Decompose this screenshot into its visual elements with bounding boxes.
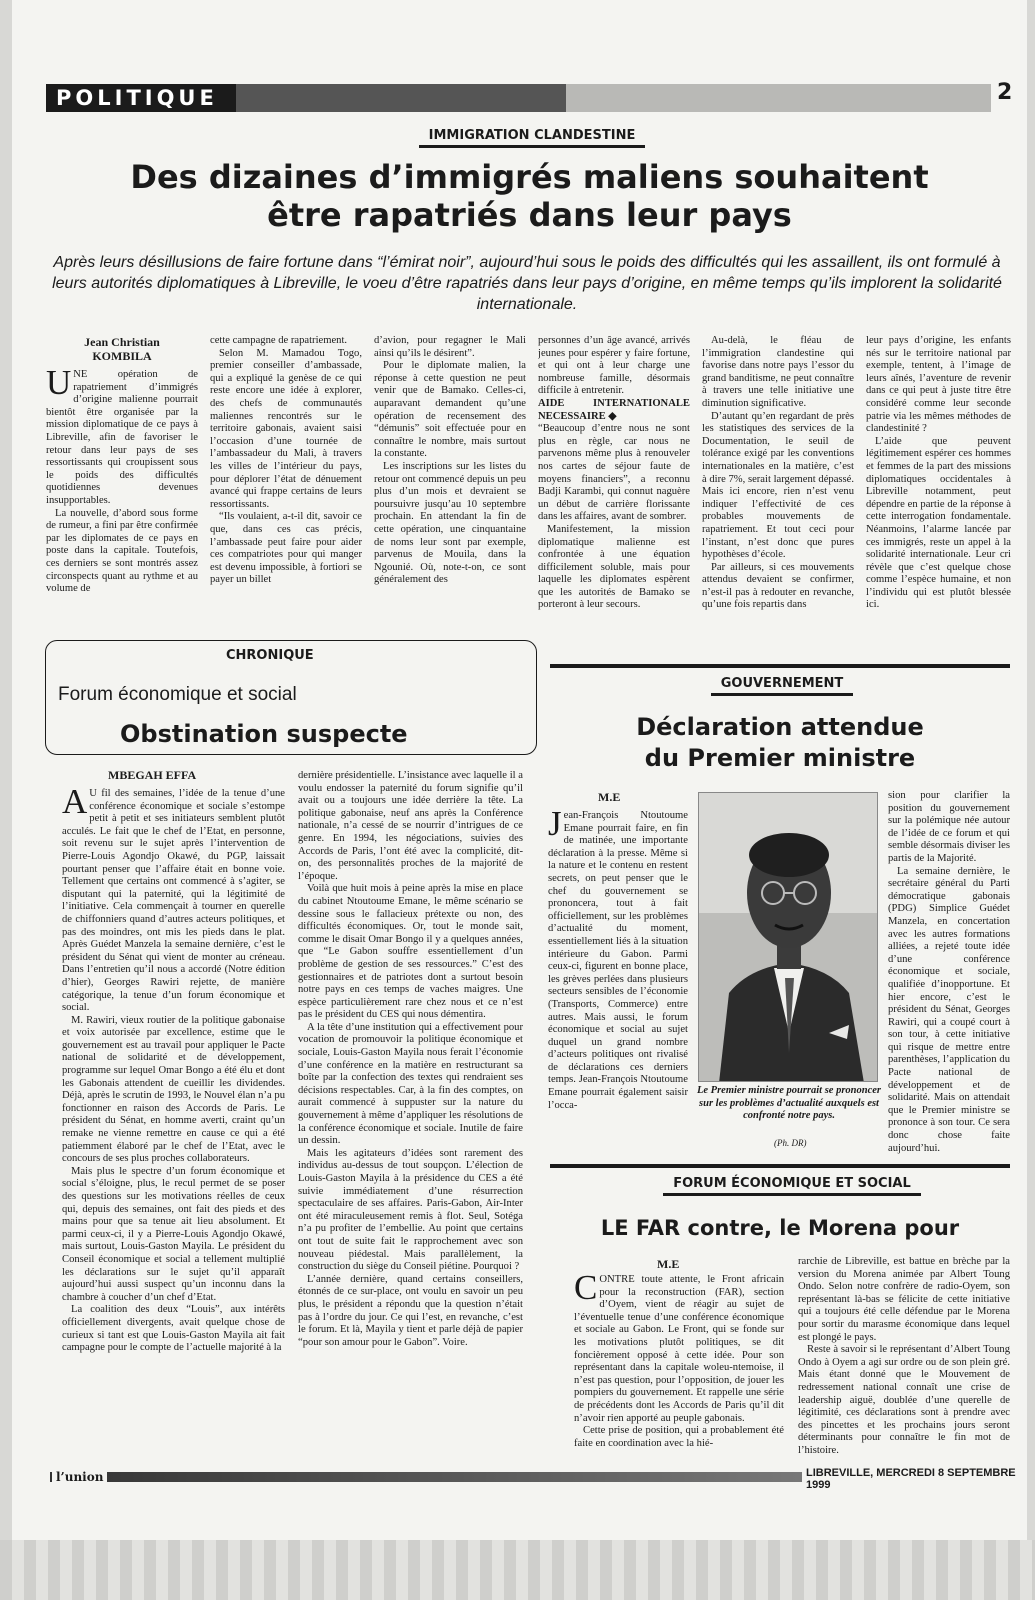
- lead-headline: [72, 158, 987, 234]
- lead-paragraph: “Ils voulaient, a-t-il dit, savoir ce que, dans ces cas précis, l’ambassade peut faire pour aider ces compatriotes pour qui manger est devenu impossible, à fortiori se payer un billet: [210, 511, 362, 586]
- forum-paragraph: CONTRE toute attente, le Front africain pour la reconstruction (FAR), section d’Oyem, vient de réagir au sujet de l’éventuelle tenue d’une conférence économique et sociale au Gabon. Le Front, qui se fonde sur les motivations plutôt politiques, se dit foncièrement opposé à cette idée. Pour son représentant dans la capitale woleu-ntemoise, il n’est pas question, pour l’opposition, de jouer les pompiers du gouvernement. Et rappelle une série de précédents dont les Accords de Paris qu’il dit n’avoir rien apporté au peuple gabonais.: [574, 1274, 784, 1424]
- forum-paragraph: rarchie de Libreville, est battue en brèche par la version du Morena animée par Albert Toung Ondo. Selon notre confrère de radio-Oyem, son représentant là-bas se félicite de cette initiative qui a toujours été celle défendue par le Morena pour sortir du marasme économique dans lequel est plongé le pays.: [798, 1256, 1010, 1343]
- lead-paragraph: Manifestement, la mission diplomatique malienne est confrontée à une équation difficilement soluble, mais pour laquelle les diplomates espèrent que les autorités de Bamako se porteront à leur secours.: [538, 523, 690, 611]
- forum-column-2: [798, 1256, 1010, 1460]
- lead-author-first: Jean Christian: [84, 335, 160, 349]
- forum-headline: LE FAR contre, le Morena pour: [600, 1216, 960, 1240]
- gouvernement-author: M.E: [598, 790, 621, 804]
- chronique-headline: Obstination suspecte: [120, 720, 408, 748]
- gouvernement-paragraph: La semaine dernière, le secrétaire général du Parti démocratique gabonais (PDG) Simplice Guédet Manzela, en concertation avec les autres formations alliées, a rejeté toute idée d’une conférence économique et sociale, qualifiée d’inopportune. Et hier encore, c’est le président du Sénat, Georges Rawiri, qui a coupé court à son tour, à cette initiative qui risque de mettre entre parenthèses, l’application du Pacte national de développement et de solidarité. Mais on attendait que le Premier ministre se prononce à son tour. Ce sera donc chose faite aujourd’hui.: [888, 865, 1010, 1154]
- chronique-tag: CHRONIQUE: [222, 648, 318, 663]
- forum-author: M.E: [657, 1257, 680, 1271]
- section-rule: [550, 664, 1010, 668]
- lead-paragraph: UNE opération de rapatriement d’immigrés d’origine malienne pourrait bientôt être organisée par la mission diplomatique de ce pays à Libreville, afin de favoriser le retour dans leur pays de ses ressortissants qui croupissent sous le poids des difficultés quotidiennes devenues insupportables.: [46, 363, 198, 506]
- chronique-paragraph: dernière présidentielle. L’insistance avec laquelle il a voulu endosser la paternité du forum signifie qu’il avait ou a toujours une idée derrière la tête. La politique gabonaise, neuf ans après la Conférence nationale, n’a cessé de se nourrir d’intrigues de ce genre. En 1994, les négociations, suivies des Accords de Paris, l’ont été avec la complicité, dit-on, des personnalités proches de la majorité de l’époque.: [298, 770, 523, 882]
- lead-paragraph: Par ailleurs, si ces mouvements attendus devaient se confirmer, n’est-il pas à redouter en revanche, qu’une fois repartis dans: [702, 561, 854, 611]
- lead-paragraph: cette campagne de rapatriement.: [210, 335, 348, 346]
- forum-paragraph: Reste à savoir si le représentant d’Albert Toung Ondo à Oyem a agi sur ordre ou de son plein gré. Mais étant donné que le Mouvement de redressement national connaît une crise de leadership aiguë, doublée d’une querelle de légitimité, ces déclarations sont à prendre avec des pincettes et les prochains jours seront déterminants pour connaître le fin mot de l’histoire.: [798, 1344, 1010, 1456]
- lead-paragraph: “Beaucoup d’entre nous ne sont plus en règle, car nous ne parvenons même plus à renouveler nos cartes de séjour faute de moyens financiers”, a reconnu Badji Karambi, qui connut naguère un début de carrière florissante dans les affaires, avant de sombrer.: [538, 423, 690, 523]
- chronique-column-1: [62, 788, 285, 1454]
- forum-kicker: FORUM ÉCONOMIQUE ET SOCIAL: [652, 1176, 932, 1196]
- chronique-paragraph: La coalition des deux “Louis”, aux intérêts officiellement divergents, avait quelque chose de curieux si tant est que Louis-Gaston Mayila ait fait campagne pour le compte de l’actuelle majorité à la: [62, 1304, 285, 1354]
- lead-paragraph: Pour le diplomate malien, la réponse à cette question ne peut venir que de Bamako. Celles-ci, auparavant demandent qu’une opération de recensement des “démunis” soit effectuée pour en connaître le nombre, mais surtout la constante.: [374, 360, 526, 460]
- issue-date: LIBREVILLE, MERCREDI 8 SEPTEMBRE 1999: [802, 1467, 1027, 1491]
- chronique-paragraph: L’année dernière, quand certains conseillers, étonnés de ce sur-place, ont voulu en savoir un peu plus, le président a répondu que la question n’était pas à l’ordre du jour. Ce qui l’est, en revanche, c’est le forum. Et là, Mayila y tient et parle déjà de papier “pour son amour pour le Gabon”. Voire.: [298, 1273, 523, 1348]
- lead-kicker: IMMIGRATION CLANDESTINE: [332, 128, 732, 148]
- gouvernement-column-1: [548, 790, 688, 1164]
- gouvernement-kicker: GOUVERNEMENT: [692, 676, 872, 696]
- drop-cap: U: [46, 363, 72, 402]
- lead-column-1: [46, 335, 198, 631]
- photo-caption: Le Premier ministre pourrait se prononcer sur les problèmes d’actualité auxquels est confronté notre pays.: [696, 1085, 882, 1121]
- lead-headline-line1: Des dizaines d’immigrés maliens souhaitent: [130, 158, 929, 196]
- lead-column-5: [702, 335, 854, 631]
- lead-subheading: AIDE INTERNATIONALE NECESSAIRE ◆: [538, 397, 690, 422]
- newspaper-page: [12, 0, 1027, 1540]
- lead-paragraph: L’aide que peuvent légitimement espérer ces hommes et femmes de la part des missions diplomatiques occidentales à Libreville notamment, peut dépendre en partie de la réponse à cette interrogation fondamentale. Néanmoins, l’alarme lancée par ces immigrés, reste un appel à la solidarité internationale. Leur cri révèle que c’est quelque chose comme l’espèce humaine, et non l’individu qui est plutôt blessée ici.: [866, 435, 1011, 611]
- lead-paragraph: Les inscriptions sur les listes du retour ont commencé depuis un peu plus d’un mois et devraient se poursuivre jusqu’au 10 septembre prochain. En attendant la fin de cette opération, une cinquantaine de noms leur sont par exemple, parvenus de Mouila, dans la Ngounié. Où, note-t-on, ce sont généralement des: [374, 460, 526, 586]
- background-strip: [0, 1540, 1035, 1600]
- lead-author-last: KOMBILA: [92, 349, 152, 363]
- lead-column-4: [538, 335, 690, 631]
- chronique-paragraph: A U fil des semaines, l’idée de la tenue d’une conférence économique et sociale s’estompe petit à petit et ses initiateurs semblent plutôt acculés. Le fait que le chef de l’Etat, en personne, soit revenu sur le sujet après l’intervention de Pierre-Louis Agondjo Okawé, du PGP, laissait pourtant penser que l’affaire était en bonne voie. Tellement que certains ont commencé à s’agiter, se disputant qui la paternité, qui la légitimité de l’initiative. Cela commençait à tourner en querelle de chiffonniers quand d’autres acteurs politiques, et pas des moindres, ont mis les pieds dans le plat. Après Guédet Manzela la semaine dernière, c’est le président du Sénat qui vient de monter au créneau. Dans l’entretien qu’il nous a accordé (Notre édition d’hier), Georges Rawiri rejette, de manière catégorique, la tenue d’un forum économique et social.: [62, 788, 285, 1014]
- chronique-paragraph: Voilà que huit mois à peine après la mise en place du cabinet Ntoutoume Emane, le même scénario se dessine sous le fallacieux prétexte ou non, des difficultés économiques. Or, tout le monde sait, comme le disait Omar Bongo il y a quelques années, que “Le Gabon souffre essentiellement d’un problème de gestion de ses ressources.” C’est des gestionnaires et de patriotes dont a surtout besoin notre pays en ces temps de vaches maigres. Une espèce particulièrement rare chez nous et ce n’est pas le président du CES qui nous démentira.: [298, 883, 523, 1021]
- lead-paragraph: D’autant qu’en regardant de près les statistiques des services de la Documentation, le seuil de tolérance exigé par les conventions internationales en la matière, c’est à dire 7%, serait largement dépassé. Mais ici encore, rien n’est venu indiquer l’effectivité de ces probables mouvements de rapatriement. Et tout ceci pour l’instant, n’est donc que pures hypothèses d’école.: [702, 410, 854, 561]
- gouvernement-column-2: [888, 790, 1010, 1164]
- lead-paragraph: La nouvelle, d’abord sous forme de rumeur, a fini par être confirmée par les diplomates de ce pays en poste dans la capitale. Toutefois, ces derniers se sont montrés assez circonspects quant au rythme et au volume de: [46, 507, 198, 595]
- section-rule: [550, 1164, 1010, 1168]
- chronique-paragraph: Mais plus le spectre d’un forum économique et social s’éloigne, plus, le recul permet de se poser des questions sur les motivations réelles de ceux qui, depuis des semaines, ont fait des pieds et des mains pour que sa tenue ait lieu absolument. Et parmi ceux-ci, il y a Pierre-Louis Agondjo Okawé, mais surtout, Louis-Gaston Mayila. Le président du Conseil économique et social a tellement multiplié les déclarations sur le sujet qu’il apparaît aujourd’hui aussi suspect qu’un inconnu dans la chambre à coucher d’un chef d’Etat.: [62, 1165, 285, 1303]
- forum-column-1: [574, 1274, 784, 1460]
- lead-paragraph: personnes d’un âge avancé, arrivés jeunes pour espérer y faire fortune, et qui ont à leur charge une nombreuse famille, désormais difficile à entretenir.: [538, 335, 690, 397]
- forum-paragraph: Cette prise de position, qui a probablement été faite en coordination avec la hié-: [574, 1425, 784, 1449]
- drop-cap: J: [548, 804, 562, 843]
- chronique-author: MBEGAH EFFA: [108, 768, 197, 782]
- photo-credit: (Ph. DR): [774, 1138, 807, 1148]
- lead-paragraph: Au-delà, le fléau de l’immigration clandestine qui favorise dans notre pays l’essor du grand banditisme, ne peut connaître à travers une telle initiative une diminution significative.: [702, 335, 854, 409]
- gouvernement-headline: [552, 712, 1008, 774]
- gouvernement-headline-line2: du Premier ministre: [644, 744, 916, 772]
- lead-paragraph: d’avion, pour regagner le Mali ainsi qu’ils le désirent”.: [374, 335, 526, 359]
- lead-standfirst: Après leurs désillusions de faire fortune dans “l’émirat noir”, aujourd’hui sous le poids des difficultés qui les assaillent, ils ont formulé à leurs autorités diplomatiques à Libreville, le voeu d’être rapatriés dans leur pays d’origine, en même temps qu’ils implorent la solidarité internationale.: [52, 254, 1002, 313]
- chronique-paragraph: A la tête d’une institution qui a effectivement pour vocation de promouvoir la politique économique et sociale, Louis-Gaston Mayila nous ferait l’économie d’une conférence en la matière en restructurant sa boîte par la confection des textes qui rendraient ses décisions respectables. Car, à la fin des comptes, on aurait commencé à suppuster sur la nature du gouvernement à même d’appliquer les résolutions de la conférence économique et sociale. Inutile de faire un dessin.: [298, 1021, 523, 1147]
- gouvernement-paragraph: sion pour clarifier la position du gouvernement sur la polémique née autour de l’idée de ce forum et qui semble désormais diviser les partis de la Majorité.: [888, 790, 1010, 864]
- drop-cap: A: [62, 788, 88, 821]
- chronique-paragraph: Mais les agitateurs d’idées sont rarement des individus au-dessus de tout soupçon. L’élection de Louis-Gaston Mayila à la présidence du CES a été suivie immédiatement d’une résurrection spectaculaire de ses affaires. Paris-Gabon, Air-Inter ont été miraculeusement remis à flot. Seul, Sotéga n’a pu profiter de l’embellie. Au point que certains ont tout de suite fait le rapprochement avec son nouveau piédestal. Mais parallèlement, la construction du siège du Conseil piétine. Pourquoi ?: [298, 1147, 523, 1273]
- lead-column-2: [210, 335, 362, 631]
- lead-column-6: [866, 335, 1011, 631]
- lead-paragraph: Selon M. Mamadou Togo, premier conseiller d’ambassade, qui a expliqué la genèse de ce qui reste encore une idée à explorer, des chefs de communautés maliennes rencontrés sur le territoire gabonais, avaient saisi l’occasion d’une tournée de l’ambassadeur du Mali, à travers les villes de l’intérieur du pays, pour déplorer l’état de dénuement avancé qui frappe certains de leurs ressortissants.: [210, 347, 362, 510]
- gouvernement-headline-line1: Déclaration attendue: [636, 713, 924, 741]
- chronique-section-title: Forum économique et social: [58, 684, 297, 705]
- page-number: 2: [997, 80, 1013, 105]
- section-label: POLITIQUE: [56, 86, 218, 110]
- chronique-paragraph: M. Rawiri, vieux routier de la politique gabonaise et voix autorisée par excellence, estime que le gouvernement est au travail pour appliquer le Pacte national de solidarité et de développement, programme sur lequel Omar Bongo a été élu et dont les Gabonais attendent de cueillir les dividendes. Déjà, après le scrutin de 1993, le Nouvel élan n’a pu fonctionner en raison des Accords de Paris. Le président du Sénat, en homme averti, craint qu’un remake ne vienne remettre en cause ce qui a été patiemment élaboré par le chef de l’Etat, avec le concours de ses plus proches collaborateurs.: [62, 1014, 285, 1165]
- portrait-image: [699, 793, 878, 1082]
- lead-column-3: [374, 335, 526, 631]
- lead-headline-line2: être rapatriés dans leur pays: [267, 196, 792, 234]
- drop-cap: C: [574, 1274, 598, 1307]
- newspaper-logo: l’union: [52, 1470, 107, 1484]
- chronique-column-2: [298, 770, 523, 1454]
- lead-paragraph: leur pays d’origine, les enfants nés sur le territoire national par exemple, tentent, à l’image de leurs aînés, l’aventure de revenir dans ce qui peut à juste titre être considéré comme leur seconde patrie via les mêmes méthodes de clandestinité ?: [866, 335, 1011, 435]
- lead-author: [46, 335, 198, 363]
- prime-minister-photo: [698, 792, 878, 1082]
- gouvernement-paragraph: Jean-François Ntoutoume Emane pourrait faire, en fin de matinée, une importante déclaration à la presse. Même si la nature et le contenu en restent secrets, on peut penser que le chef du gouvernement se prononcera, tout à fait officiellement, sur les problèmes d’actualité du moment, essentiellement liés à la situation intérieure du Gabon. Parmi ceux-ci, figurent en bonne place, les grèves perlées dans plusieurs secteurs sensibles de l’économie (Transports, Commerce) entre autres. Mais aussi, le forum économique et social au sujet duquel un grand nombre d’acteurs politiques ont rivalisé de déclarations ces derniers temps. Jean-François Ntoutoume Emane pourrait également saisir l’occa-: [548, 804, 688, 1111]
